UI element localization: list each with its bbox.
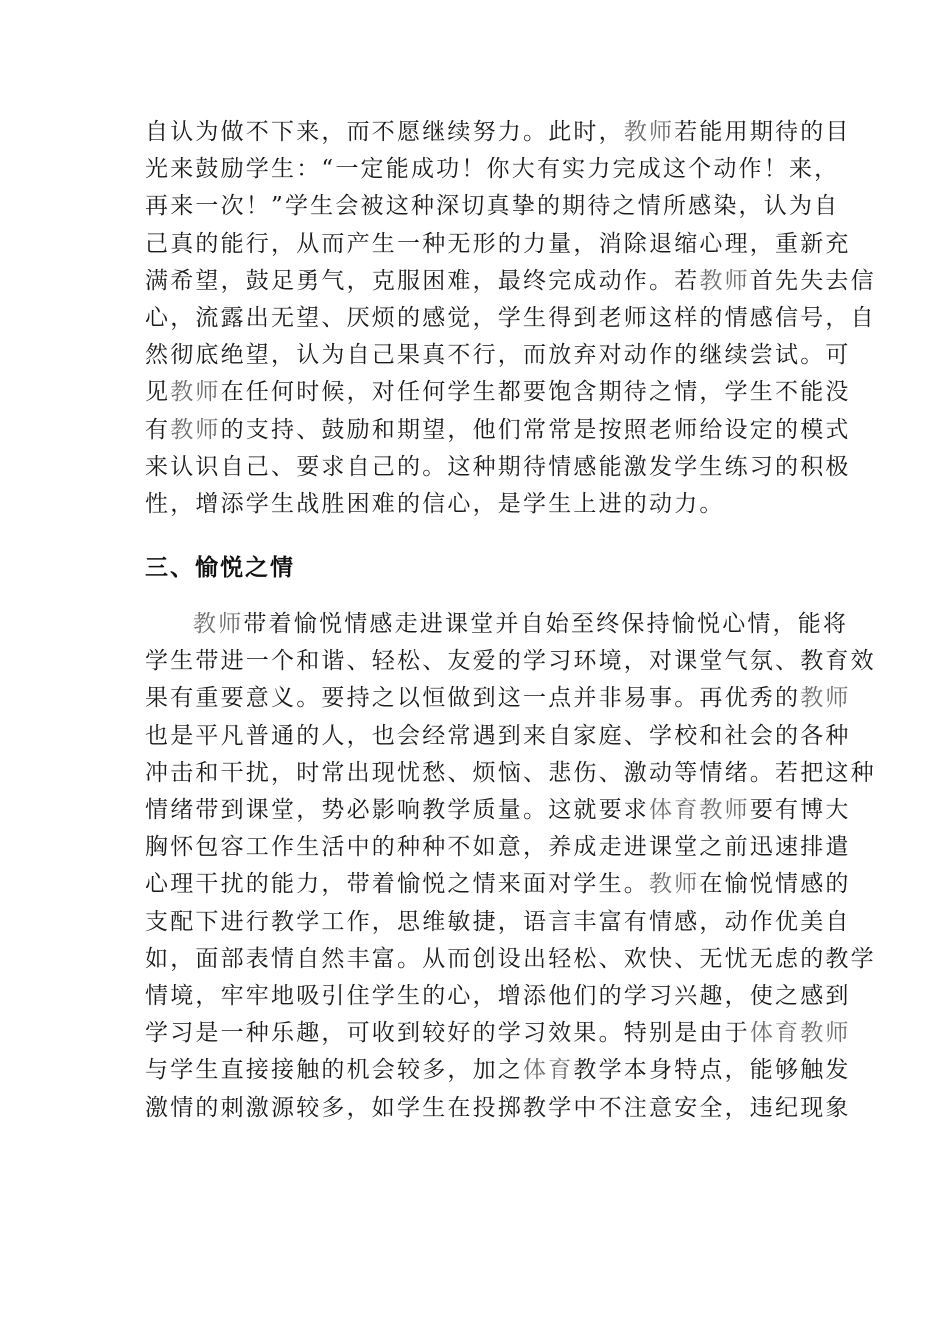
document-body [145, 114, 876, 1127]
text-line [145, 1015, 851, 1052]
text-run: 见 [145, 379, 171, 406]
text-run: 也是平凡普通的人，也会经常遇到来自家庭、学校和社会的各种 [145, 722, 851, 749]
text-run: 再来一次！”学生会被这种深切真挚的期待之情所感染，认为自 [145, 193, 840, 220]
text-run: 性，增添学生战胜困难的信心，是学生上进的动力。 [145, 490, 725, 517]
text-line [145, 300, 876, 337]
text-run: 情绪带到课堂，势必影响教学质量。这就要求 [145, 797, 649, 823]
highlighted-term: 教师 [170, 379, 221, 406]
text-run: 心，流露出无望、厌烦的感觉，学生得到老师这样的情感信号，自 [145, 304, 876, 331]
text-line [145, 829, 851, 866]
text-run: 心理干扰的能力，带着愉悦之情来面对学生。 [145, 871, 649, 898]
highlighted-term: 教师 [193, 611, 244, 638]
text-line [145, 449, 851, 486]
section-heading: 三、愉悦之情 [145, 555, 295, 582]
text-line [145, 1052, 851, 1089]
text-line [145, 1090, 851, 1127]
text-run: 果有重要意义。要持之以恒做到这一点并非易事。再优秀的 [145, 685, 801, 712]
text-line [145, 114, 851, 151]
text-run: 在愉悦情感的 [699, 871, 851, 898]
text-line [145, 337, 851, 374]
text-line [145, 226, 851, 263]
text-run: 在任何时候，对任何学生都要饱含期待之情，学生不能没 [220, 379, 851, 406]
text-run: 情境，牢牢地吸引住学生的心，增添他们的学习兴趣，使之感到 [145, 982, 851, 1009]
highlighted-term: 教师 [170, 416, 221, 443]
text-run: 冲击和干扰，时常出现忧愁、烦恼、悲伤、激动等情绪。若把这种 [145, 759, 876, 786]
text-run: 首先失去信 [749, 267, 876, 294]
text-line [145, 718, 851, 755]
text-run: 要有博大 [749, 797, 851, 823]
text-line [145, 606, 849, 643]
text-line [145, 374, 851, 411]
text-run: 有 [145, 416, 171, 443]
text-run: 与学生直接接触的机会较多，加之 [145, 1057, 523, 1084]
text-line [145, 680, 851, 717]
text-line [145, 792, 851, 829]
text-run: 光来鼓励学生：“一定能成功！你大有实力完成这个动作！来， [145, 156, 840, 183]
text-run: 来认识自己、要求自己的。这种期待情感能激发学生练习的积极 [145, 453, 851, 480]
highlighted-term: 教师 [699, 267, 750, 294]
text-line [145, 978, 851, 1015]
paragraph-expectation [145, 114, 876, 523]
text-run: 自认为做不下来，而不愿继续努力。此时， [145, 119, 624, 145]
text-line [145, 904, 851, 941]
highlighted-term: 体育 [523, 1057, 574, 1084]
text-run: 学生带进一个和谐、轻松、友爱的学习环境，对课堂气氛、教育效 [145, 648, 876, 675]
text-line [145, 151, 840, 188]
text-run: 满希望，鼓足勇气，克服困难，最终完成动作。若 [145, 267, 700, 294]
highlighted-term: 体育教师 [749, 1020, 851, 1047]
text-run: 支配下进行教学工作，思维敏捷，语言丰富有情感，动作优美自 [145, 908, 851, 935]
text-run: 然彻底绝望，认为自己果真不行，而放弃对动作的继续尝试。可 [145, 342, 851, 369]
text-line [145, 412, 851, 449]
text-line [145, 188, 840, 225]
text-line [145, 941, 876, 978]
highlighted-term: 体育教师 [649, 797, 750, 823]
text-run: 胸怀包容工作生活中的种种不如意，养成走进课堂之前迅速排遣 [145, 834, 851, 861]
highlighted-term: 教师 [649, 871, 700, 898]
text-line [145, 486, 810, 523]
text-run: 带着愉悦情感走进课堂并自始至终保持愉悦心情，能将 [243, 611, 849, 638]
text-run: 若能用期待的目 [674, 119, 851, 145]
paragraph-joy [145, 606, 876, 1127]
text-run: 教学本身特点，能够触发 [573, 1057, 851, 1084]
text-run: 学习是一种乐趣，可收到较好的学习效果。特别是由于 [145, 1020, 750, 1047]
highlighted-term: 教师 [800, 685, 851, 712]
text-line [145, 263, 876, 300]
text-run: 激情的刺激源较多，如学生在投掷教学中不注意安全，违纪现象 [145, 1094, 851, 1121]
text-run: 己真的能行，从而产生一种无形的力量，消除退缩心理，重新充 [145, 230, 851, 257]
text-line [145, 866, 851, 903]
text-line [145, 643, 876, 680]
highlighted-term: 教师 [623, 119, 675, 145]
text-run: 的支持、鼓励和期望，他们常常是按照老师给设定的模式 [220, 416, 851, 443]
text-line [145, 755, 876, 792]
text-run: 如，面部表情自然丰富。从而创设出轻松、欢快、无忧无虑的教学 [145, 945, 876, 972]
